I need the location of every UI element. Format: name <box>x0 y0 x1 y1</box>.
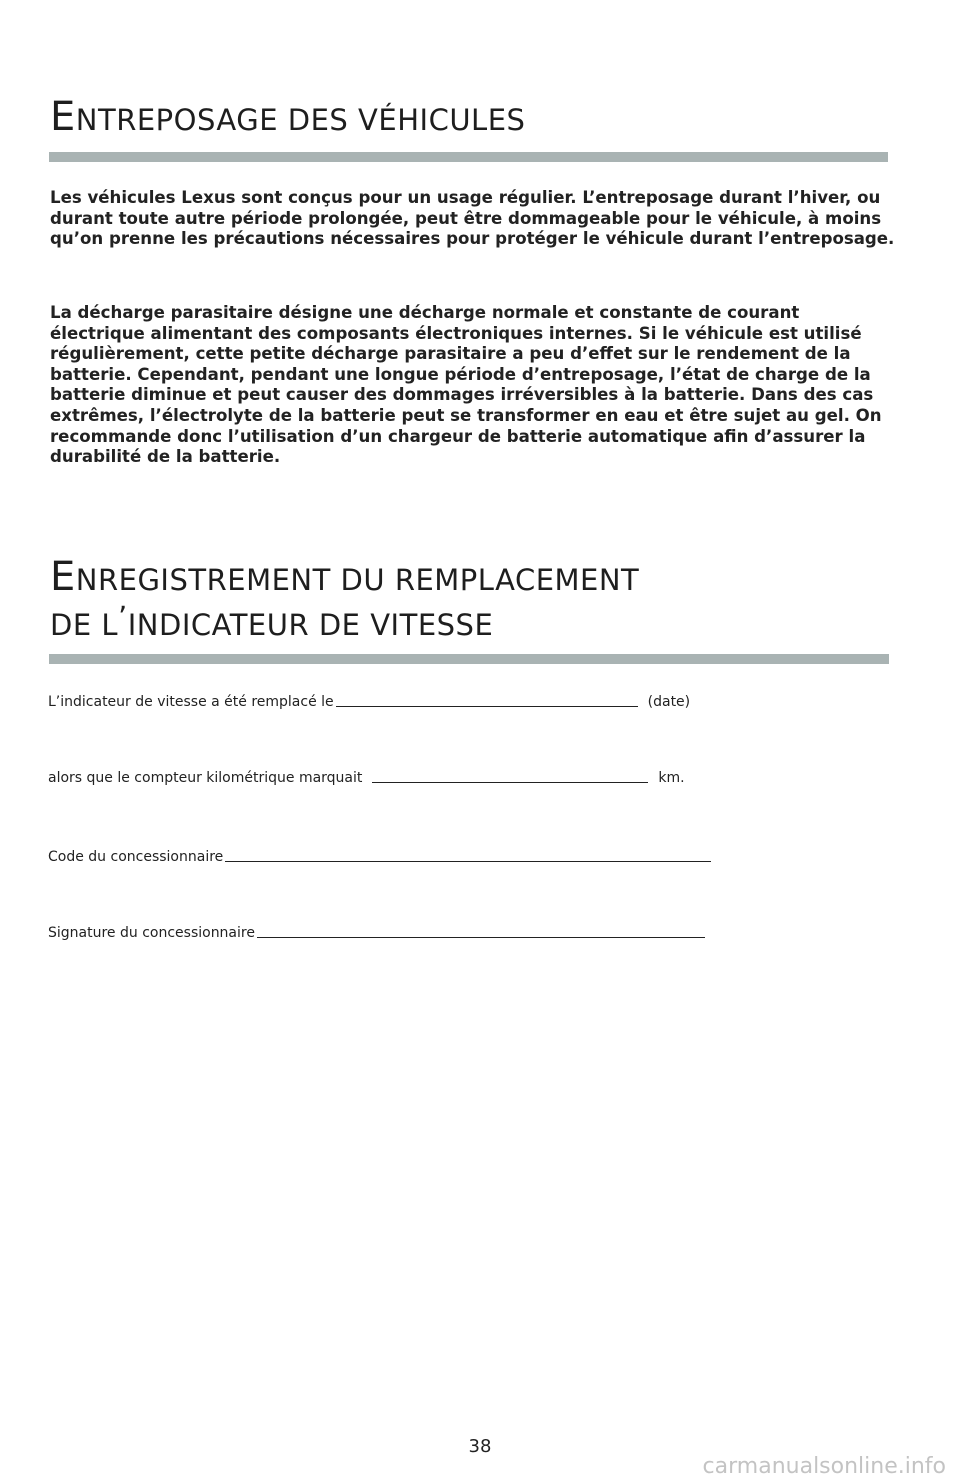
title-initial: E <box>50 94 76 140</box>
field-label: Code du concessionnaire <box>48 849 224 865</box>
dealer-code-entry-line[interactable] <box>225 847 711 862</box>
form-field-dealer-signature <box>48 919 711 941</box>
title-part: INDICATEUR DE VITESSE <box>127 608 494 642</box>
section-title-entreposage <box>50 90 525 147</box>
title-apostrophe: ’ <box>118 600 128 634</box>
form-field-dealer-code <box>48 843 717 865</box>
field-label: L’indicateur de vitesse a été remplacé le <box>48 694 334 710</box>
title-initial: E <box>50 554 76 600</box>
date-entry-line[interactable] <box>336 692 638 707</box>
title-rest: NTREPOSAGE DES VÉHICULES <box>75 103 526 137</box>
dealer-signature-entry-line[interactable] <box>257 923 705 938</box>
title-rest: NREGISTREMENT DU REMPLACEMENT <box>75 563 640 597</box>
field-unit: km. <box>658 770 685 786</box>
form-field-odometer-reading <box>48 764 685 786</box>
field-label: alors que le compteur kilométrique marquait <box>48 770 363 786</box>
paragraph-parasitic-drain: La décharge parasitaire désigne une décharge normale et constante de courant électrique alimentant des composants électroniques internes. Si le véhicule est utilisé régulièrement, cette petite décharge parasitaire a peu d’effet sur le rendement de la batterie. Cependant, pendant une longue période d’entreposage, l’état de charge de la batterie diminue et peut causer des dommages irréversibles à la batterie. Dans des cas extrêmes, l’électrolyte de la batterie peut se transformer en eau et être sujet au gel. On recommande donc l’utilisation d’un chargeur de batterie automatique afin d’assurer la durabilité de la batterie. <box>50 303 882 467</box>
section-divider <box>49 654 889 664</box>
field-label: Signature du concessionnaire <box>48 925 255 941</box>
paragraph-storage-intro: Les véhicules Lexus sont conçus pour un usage régulier. L’entreposage durant l’hiver, ou durant toute autre période prolongée, peut être dommageable pour le véhicule, à moins qu’on prenne les précautions nécessaires pour protéger le véhicule durant l’entreposage. <box>50 188 895 249</box>
page-number: 38 <box>468 1436 492 1457</box>
form-field-replacement-date <box>48 688 690 710</box>
title-part: DE L <box>50 608 119 642</box>
section-title-odometer-record-line2 <box>50 598 493 652</box>
watermark: carmanualsonline.info <box>702 1454 946 1479</box>
section-divider <box>49 152 888 162</box>
field-unit: (date) <box>647 694 691 710</box>
odometer-entry-line[interactable] <box>372 768 648 783</box>
